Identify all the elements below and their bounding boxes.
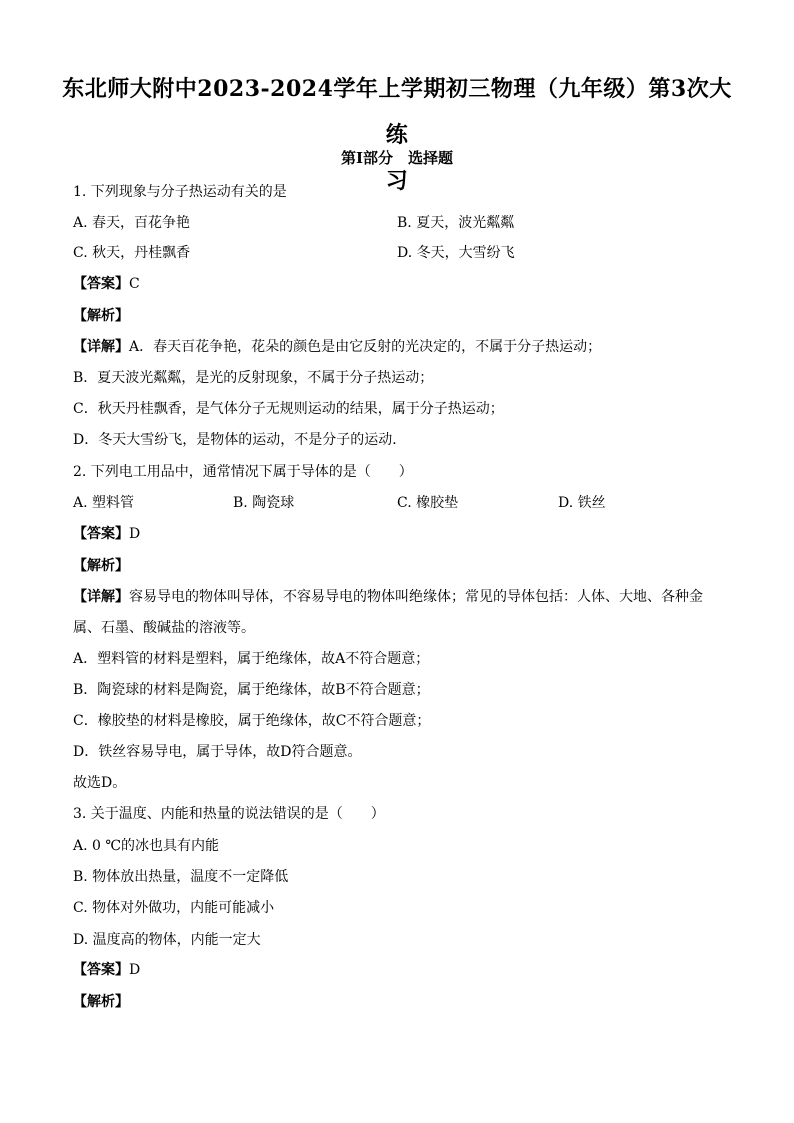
title-line-1: 东北师大附中2023-2024学年上学期初三物理（九年级）第3次大练: [62, 76, 732, 148]
q2-option-d: D. 铁丝: [558, 495, 606, 511]
q1-answer-tag: 【答案】: [73, 276, 129, 292]
q2-answer-value: D: [129, 526, 141, 542]
q1-detail-line-1: [73, 337, 601, 357]
q2-detail-line-7: 故选D。: [73, 775, 127, 791]
q2-detail-tag: 【详解】: [73, 589, 129, 605]
q3-answer-value: D: [129, 962, 141, 978]
q3-option-a: A. 0 ℃的冰也具有内能: [73, 838, 220, 854]
q1-option-d: D. 冬天，大雪纷飞: [397, 245, 515, 261]
q2-detail-line-2: 属、石墨、酸碱盐的溶液等。: [73, 620, 255, 636]
q3-option-d: D. 温度高的物体，内能一定大: [73, 932, 261, 948]
q1-detail-line-2: B．夏天波光粼粼，是光的反射现象，不属于分子热运动；: [73, 370, 434, 386]
q2-answer-tag: 【答案】: [73, 526, 129, 542]
title-line-2: 习: [385, 168, 409, 194]
q2-detail-line-1: [73, 587, 703, 607]
q3-stem: 3. 关于温度、内能和热量的说法错误的是（ ）: [73, 806, 385, 822]
q1-option-c: C. 秋天，丹桂飘香: [73, 245, 191, 261]
q1-answer: [73, 274, 140, 294]
q2-detail-line-4: B．陶瓷球的材料是陶瓷，属于绝缘体，故B不符合题意；: [73, 682, 430, 698]
q2-option-c: C. 橡胶垫: [397, 495, 459, 511]
q1-detail-tag: 【详解】: [73, 339, 129, 355]
q1-option-a: A. 春天，百花争艳: [73, 215, 191, 231]
q2-detail-line-6: D．铁丝容易导电，属于导体，故D符合题意。: [73, 744, 362, 760]
q1-option-b: B. 夏天，波光粼粼: [397, 215, 515, 231]
q3-option-c: C. 物体对外做功，内能可能减小: [73, 900, 275, 916]
q1-detail-text-1: A．春天百花争艳，花朵的颜色是由它反射的光决定的，不属于分子热运动；: [129, 339, 602, 355]
q2-stem: 2. 下列电工用品中，通常情况下属于导体的是（ ）: [73, 464, 413, 480]
q2-detail-line-3: A．塑料管的材料是塑料，属于绝缘体，故A不符合题意；: [73, 651, 430, 667]
q2-option-b: B. 陶瓷球: [233, 495, 295, 511]
q1-stem: 1. 下列现象与分子热运动有关的是: [73, 184, 287, 200]
q1-analysis-tag: 【解析】: [73, 308, 129, 324]
q1-answer-value: C: [129, 276, 140, 292]
q2-detail-text-1: 容易导电的物体叫导体，不容易导电的物体叫绝缘体；常见的导体包括：人体、大地、各种金: [129, 589, 703, 605]
q2-option-a: A. 塑料管: [73, 495, 135, 511]
q3-option-b: B. 物体放出热量，温度不一定降低: [73, 869, 289, 885]
q3-analysis-tag: 【解析】: [73, 994, 129, 1010]
q3-answer: [73, 960, 140, 980]
q3-answer-tag: 【答案】: [73, 962, 129, 978]
q1-detail-line-4: D．冬天大雪纷飞，是物体的运动，不是分子的运动．: [73, 432, 407, 448]
q2-analysis-tag: 【解析】: [73, 558, 129, 574]
q2-answer: [73, 524, 140, 544]
q1-detail-line-3: C．秋天丹桂飘香，是气体分子无规则运动的结果，属于分子热运动；: [73, 401, 504, 417]
section-heading: 第Ⅰ部分 选择题: [340, 149, 454, 167]
q2-detail-line-5: C．橡胶垫的材料是橡胶，属于绝缘体，故C不符合题意；: [73, 713, 431, 729]
